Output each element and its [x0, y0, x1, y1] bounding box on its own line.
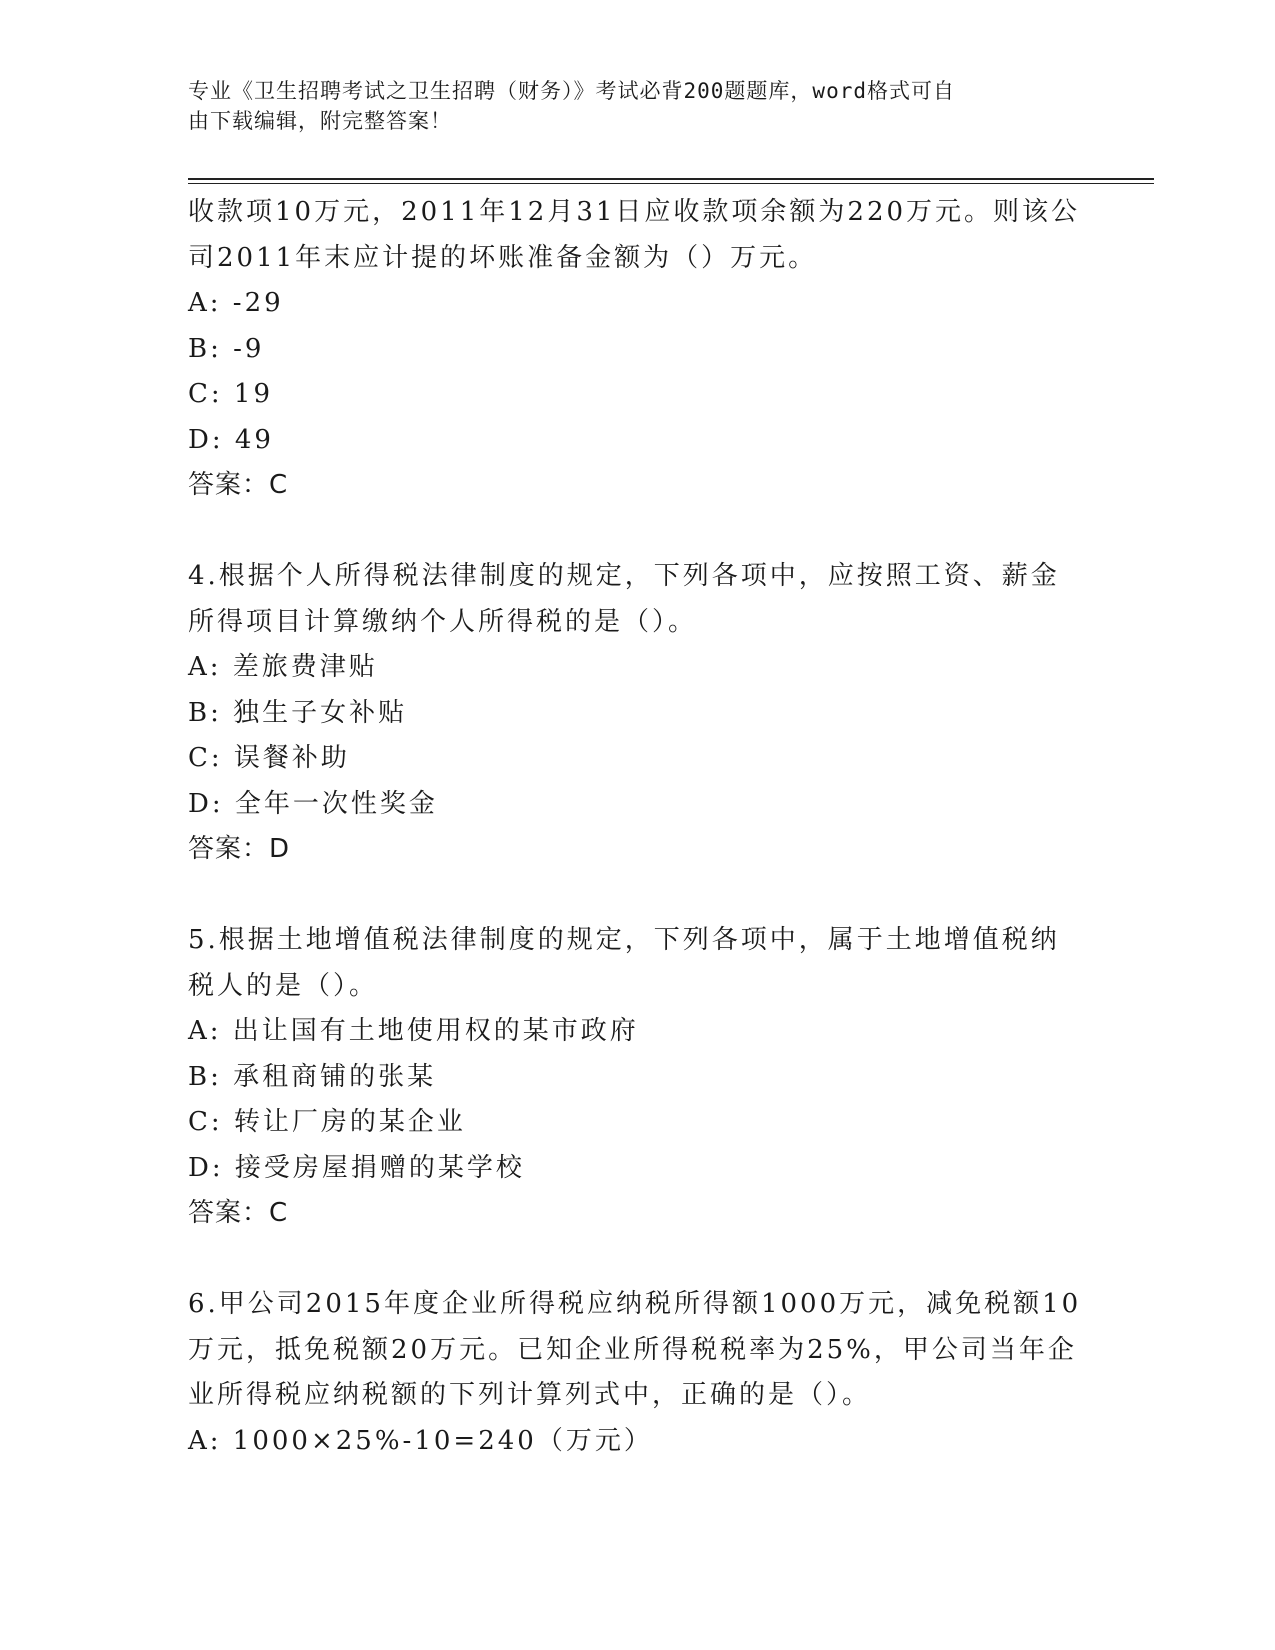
question-6 [188, 1282, 1088, 1464]
header-line-1: 专业《卫生招聘考试之卫生招聘（财务）》考试必背200题题库，word格式可自 [188, 79, 955, 103]
question-text-line: 司2011年末应计提的坏账准备金额为（）万元。 [188, 242, 818, 273]
option-c: C: 转让厂房的某企业 [188, 1107, 466, 1137]
answer-line: 答案：C [188, 1198, 289, 1228]
question-text-line: 6.甲公司2015年度企业所得税应纳税所得额1000万元，减免税额10 [188, 1289, 1082, 1319]
question-spacer [188, 873, 1088, 919]
option-b: B: 独生子女补贴 [188, 697, 408, 728]
option-d: D: 49 [188, 424, 274, 455]
header-divider-thin [188, 183, 1154, 184]
option-a: A: 差旅费津贴 [188, 652, 378, 682]
answer-line: 答案：D [188, 834, 291, 864]
header-line-2: 由下载编辑，附完整答案！ [188, 109, 452, 133]
answer-line: 答案：C [188, 470, 289, 500]
option-c: C: 19 [188, 379, 274, 409]
option-b: B: -9 [188, 333, 265, 364]
question-text-line: 5.根据土地增值税法律制度的规定，下列各项中，属于土地增值税纳 [188, 925, 1060, 955]
question-spacer [188, 1237, 1088, 1283]
question-text-line: 所得项目计算缴纳个人所得税的是（）。 [188, 606, 698, 637]
document-header [188, 76, 1068, 136]
option-a: A: -29 [188, 288, 284, 318]
option-a: A: 1000×25%-10=240（万元） [188, 1425, 653, 1456]
question-5 [188, 918, 1088, 1237]
option-c: C: 误餐补助 [188, 743, 350, 773]
question-list [188, 190, 1088, 1464]
option-d: D: 全年一次性奖金 [188, 788, 438, 819]
question-text-line: 税人的是（）。 [188, 970, 379, 1001]
question-3 [188, 190, 1088, 509]
option-b: B: 承租商铺的张某 [188, 1061, 437, 1092]
question-text-line: 4.根据个人所得税法律制度的规定，下列各项中，应按照工资、薪金 [188, 561, 1060, 591]
option-d: D: 接受房屋捐赠的某学校 [188, 1152, 525, 1183]
question-4 [188, 554, 1088, 873]
question-spacer [188, 509, 1088, 555]
question-text-line: 业所得税应纳税额的下列计算列式中，正确的是（）。 [188, 1380, 872, 1410]
option-a: A: 出让国有土地使用权的某市政府 [188, 1016, 639, 1046]
question-text-line: 收款项10万元，2011年12月31日应收款项余额为220万元。则该公 [188, 197, 1081, 227]
question-text-line: 万元，抵免税额20万元。已知企业所得税税率为25%，甲公司当年企 [188, 1334, 1077, 1365]
header-divider-thick [188, 178, 1154, 180]
